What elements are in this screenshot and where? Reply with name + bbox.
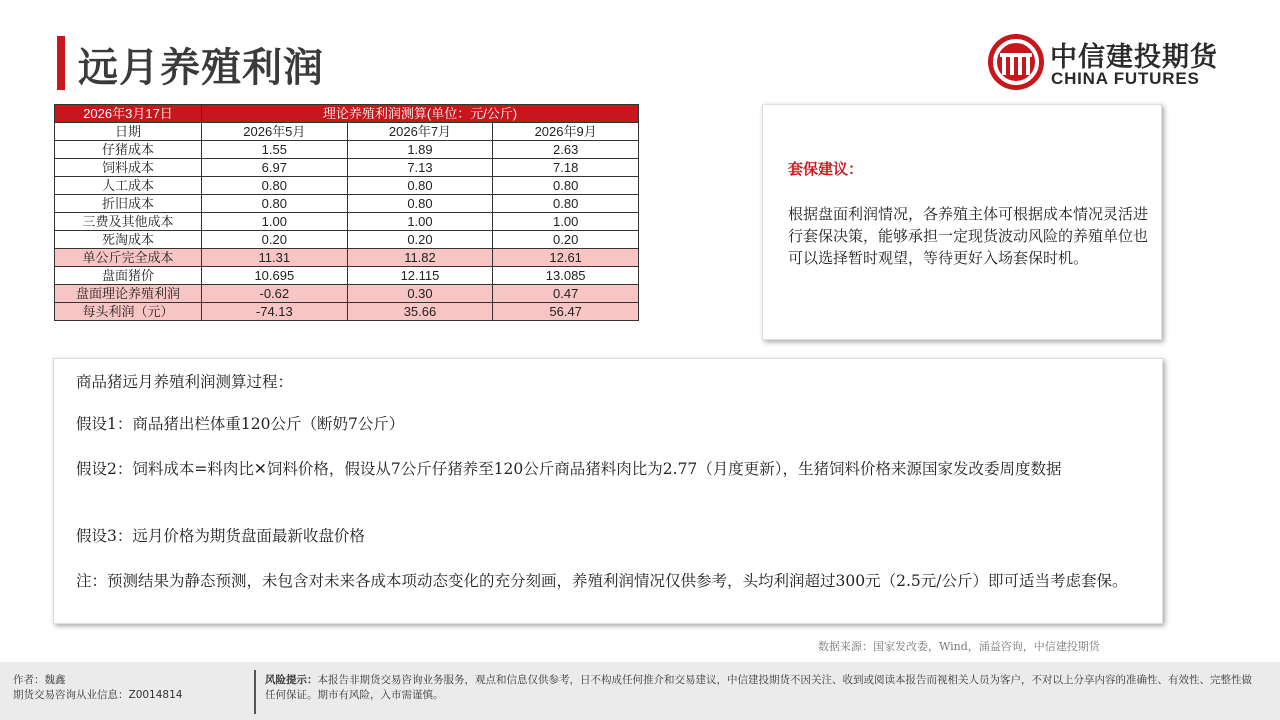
table-cell: 0.80 bbox=[202, 195, 348, 213]
citic-logo-icon bbox=[988, 34, 1044, 90]
logo-english-name: CHINA FUTURES bbox=[1051, 69, 1200, 88]
row-label: 单公斤完全成本 bbox=[55, 249, 202, 267]
column-header: 日期 bbox=[55, 123, 202, 141]
table-cell: 0.20 bbox=[493, 231, 639, 249]
note: 注：预测结果为静态预测，未包含对未来各成本项动态变化的充分刻画，养殖利润情况仅供参考，头均利润超过300元（2.5元/公斤）即可适当考虑套保。 bbox=[76, 572, 1128, 590]
hedging-advice-panel bbox=[762, 104, 1162, 340]
calc-header: 理论养殖利润测算(单位：元/公斤) bbox=[202, 105, 639, 123]
table-cell: 1.55 bbox=[202, 141, 348, 159]
table-cell: 1.00 bbox=[347, 213, 493, 231]
column-header-row bbox=[55, 123, 639, 141]
risk-label: 风险提示： bbox=[265, 674, 318, 686]
risk-disclaimer bbox=[265, 673, 1255, 703]
row-label: 死淘成本 bbox=[55, 231, 202, 249]
advice-body: 根据盘面利润情况，各养殖主体可根据成本情况灵活进行套保决策，能够承担一定现货波动风险的养殖单位也可以选择暂时观望，等待更好入场套保时机。 bbox=[788, 205, 1149, 267]
risk-text: 本报告非期货交易咨询业务服务，观点和信息仅供参考，日不构成任何推介和交易建议，中信建投期货不因关注、收到或阅读本报告而视相关人员为客户，不对以上分享内容的准确性、有效性、完整性做任何保证。期市有风险，入市需谨慎。 bbox=[265, 674, 1252, 701]
author-info bbox=[13, 673, 182, 703]
table-cell: 7.18 bbox=[493, 159, 639, 177]
process-title: 商品猪远月养殖利润测算过程： bbox=[76, 373, 294, 391]
column-header: 2026年9月 bbox=[493, 123, 639, 141]
table-row bbox=[55, 159, 639, 177]
table-cell: 0.47 bbox=[493, 285, 639, 303]
company-logo bbox=[988, 34, 1228, 92]
column-header: 2026年7月 bbox=[347, 123, 493, 141]
row-label: 盘面猪价 bbox=[55, 267, 202, 285]
table-cell: 0.30 bbox=[347, 285, 493, 303]
row-label: 人工成本 bbox=[55, 177, 202, 195]
table-cell: 11.31 bbox=[202, 249, 348, 267]
table-cell: 13.085 bbox=[493, 267, 639, 285]
table-body bbox=[55, 141, 639, 321]
author-license: 期货交易咨询从业信息：Z0014814 bbox=[13, 689, 183, 701]
footer bbox=[0, 662, 1280, 720]
row-label: 每头利润（元） bbox=[55, 303, 202, 321]
table-row bbox=[55, 141, 639, 159]
table-row bbox=[55, 177, 639, 195]
author-name: 作者：魏鑫 bbox=[13, 674, 66, 686]
footer-divider bbox=[254, 670, 256, 714]
table-cell: 7.13 bbox=[347, 159, 493, 177]
table-cell: 0.80 bbox=[493, 195, 639, 213]
table-cell: -0.62 bbox=[202, 285, 348, 303]
table-row bbox=[55, 249, 639, 267]
table-cell: 1.00 bbox=[493, 213, 639, 231]
table-cell: 35.66 bbox=[347, 303, 493, 321]
assumption-2: 假设2：饲料成本=料肉比✕饲料价格，假设从7公斤仔猪养至120公斤商品猪料肉比为2.77（月度更新），生猪饲料价格来源国家发改委周度数据 bbox=[76, 460, 1062, 478]
date-header: 2026年3月17日 bbox=[55, 105, 202, 123]
table-cell: -74.13 bbox=[202, 303, 348, 321]
table-row bbox=[55, 285, 639, 303]
table-cell: 1.00 bbox=[202, 213, 348, 231]
assumption-3: 假设3：远月价格为期货盘面最新收盘价格 bbox=[76, 527, 365, 545]
table-cell: 12.61 bbox=[493, 249, 639, 267]
table-cell: 1.89 bbox=[347, 141, 493, 159]
row-label: 仔猪成本 bbox=[55, 141, 202, 159]
table-row bbox=[55, 231, 639, 249]
table-cell: 0.20 bbox=[202, 231, 348, 249]
row-label: 三费及其他成本 bbox=[55, 213, 202, 231]
assumption-1: 假设1：商品猪出栏体重120公斤（断奶7公斤） bbox=[76, 415, 405, 433]
table-cell: 0.80 bbox=[493, 177, 639, 195]
row-label: 盘面理论养殖利润 bbox=[55, 285, 202, 303]
table-cell: 0.80 bbox=[347, 195, 493, 213]
profit-table bbox=[54, 104, 639, 321]
page-title: 远月养殖利润 bbox=[78, 45, 324, 91]
table-cell: 56.47 bbox=[493, 303, 639, 321]
advice-heading: 套保建议： bbox=[788, 160, 864, 178]
table-cell: 0.80 bbox=[347, 177, 493, 195]
table-row bbox=[55, 303, 639, 321]
table-cell: 0.80 bbox=[202, 177, 348, 195]
table-cell: 11.82 bbox=[347, 249, 493, 267]
column-header: 2026年5月 bbox=[202, 123, 348, 141]
table-cell: 2.63 bbox=[493, 141, 639, 159]
row-label: 折旧成本 bbox=[55, 195, 202, 213]
title-accent-bar bbox=[57, 36, 65, 90]
calculation-process-panel bbox=[53, 358, 1163, 624]
table-cell: 0.20 bbox=[347, 231, 493, 249]
logo-chinese-name: 中信建投期货 bbox=[1050, 42, 1218, 73]
table-row bbox=[55, 195, 639, 213]
table-row bbox=[55, 267, 639, 285]
table-row bbox=[55, 213, 639, 231]
table-cell: 10.695 bbox=[202, 267, 348, 285]
data-source: 数据来源：国家发改委，Wind，涌益咨询，中信建投期货 bbox=[818, 640, 1100, 653]
row-label: 饲料成本 bbox=[55, 159, 202, 177]
table-cell: 6.97 bbox=[202, 159, 348, 177]
table-cell: 12.115 bbox=[347, 267, 493, 285]
table-header-row bbox=[55, 105, 639, 123]
